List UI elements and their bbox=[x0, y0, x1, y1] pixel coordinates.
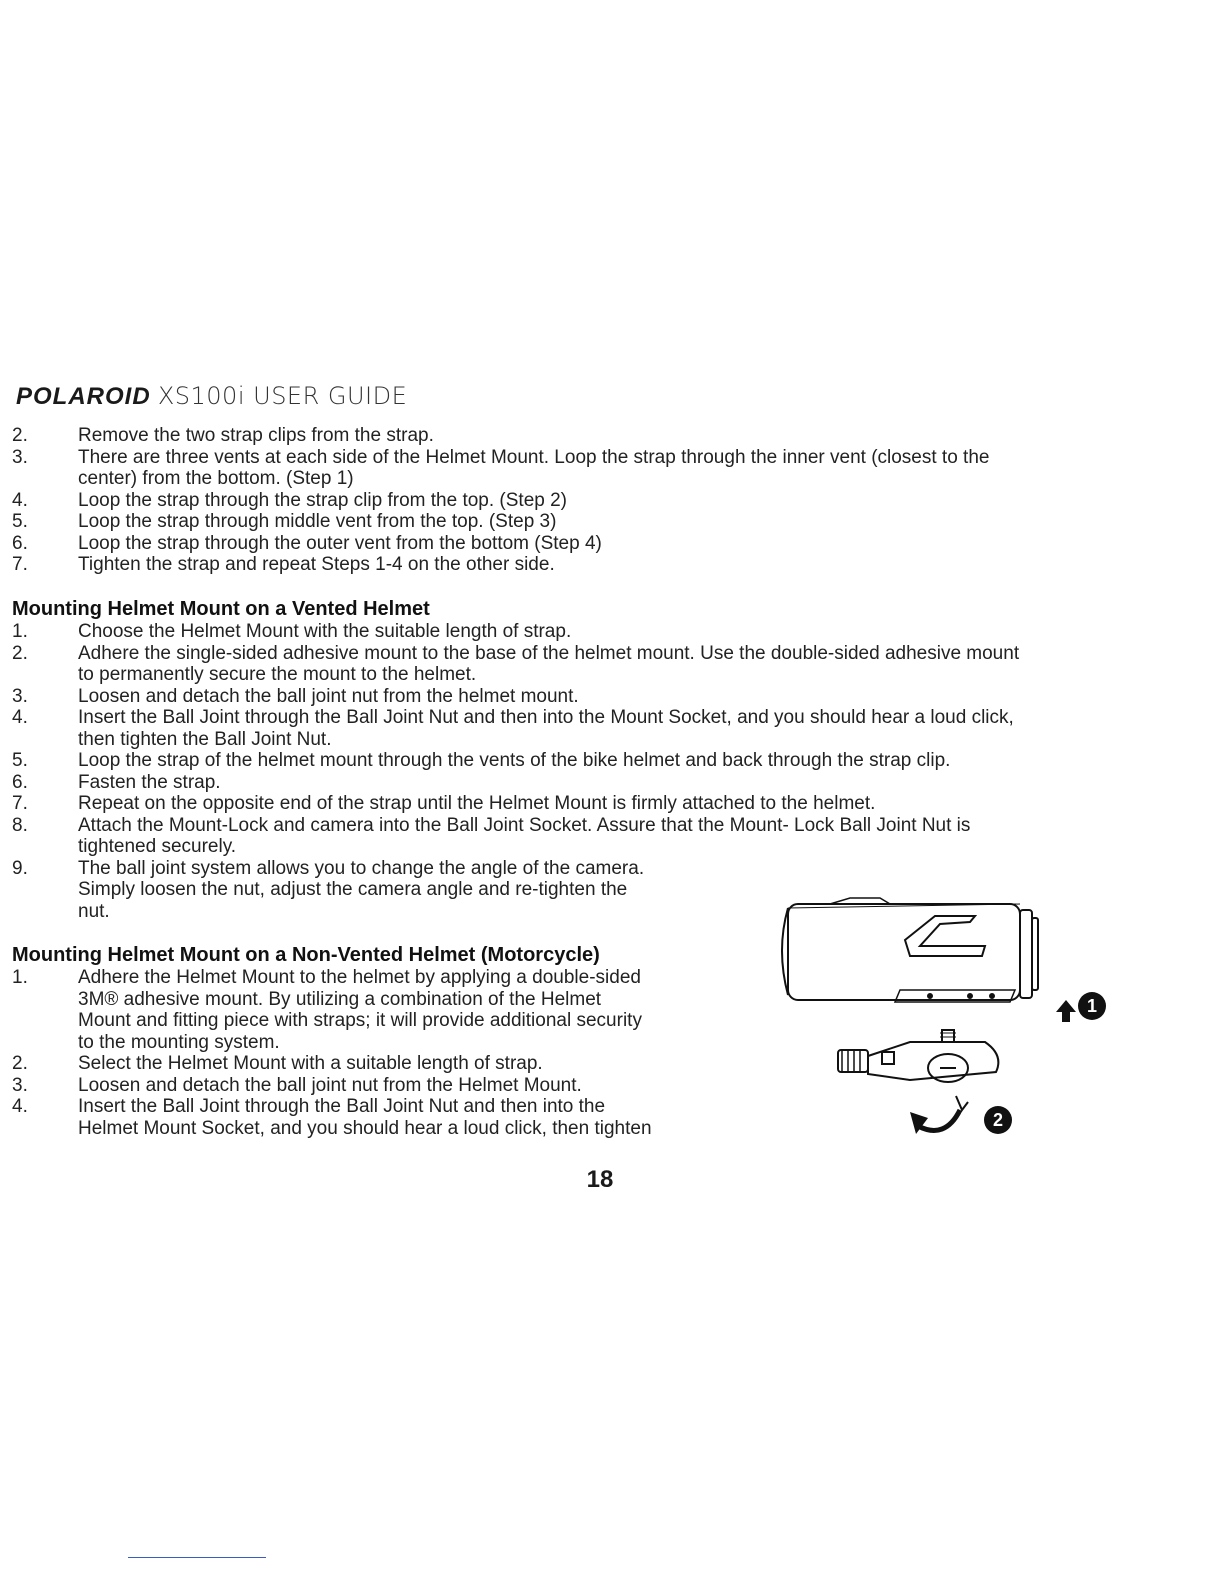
list-item-line bbox=[12, 989, 652, 1011]
list-item-text: nut. bbox=[78, 900, 110, 922]
list-item-text: Fasten the strap. bbox=[78, 771, 221, 793]
list-item-text: Tighten the strap and repeat Steps 1-4 on the other side. bbox=[78, 554, 555, 575]
list-item-line bbox=[12, 686, 1019, 708]
list-item-line bbox=[12, 1010, 652, 1032]
step2-number: 2 bbox=[992, 1110, 1004, 1130]
list-item-text: to the mounting system. bbox=[78, 1031, 280, 1053]
step2-marker bbox=[984, 1106, 1012, 1134]
list-item-text: Select the Helmet Mount with a suitable length of strap. bbox=[78, 1053, 543, 1074]
list-item-number: 3. bbox=[12, 685, 28, 707]
camera-mount-illustration bbox=[770, 890, 1130, 1150]
list-item-line bbox=[12, 621, 1019, 643]
list-item-line bbox=[12, 1075, 652, 1097]
list-item-text: Mount and fitting piece with straps; it will provide additional security bbox=[78, 1010, 642, 1031]
list-item-line bbox=[12, 468, 989, 490]
list-item-line bbox=[12, 1032, 652, 1054]
list-item-text: tightened securely. bbox=[78, 836, 237, 857]
list-item-text: Loosen and detach the ball joint nut from the Helmet Mount. bbox=[78, 1074, 582, 1096]
list-item-line bbox=[12, 836, 1019, 858]
non-vented-section bbox=[12, 943, 652, 1139]
camera-body bbox=[782, 898, 1038, 1002]
list-item-text: Attach the Mount-Lock and camera into the Ball Joint Socket. Assure that the Mount- Lock Ball Joint Nut is bbox=[78, 814, 971, 836]
list-item-line bbox=[12, 554, 989, 576]
list-item-line bbox=[12, 447, 989, 469]
list-item-text: Choose the Helmet Mount with the suitable length of strap. bbox=[78, 621, 572, 642]
list-item-line bbox=[12, 643, 1019, 665]
list-item-number: 3. bbox=[12, 1074, 28, 1096]
list-item-number: 7. bbox=[12, 554, 28, 575]
list-item-number: 5. bbox=[12, 511, 28, 532]
ball-joint-mount bbox=[838, 1030, 998, 1082]
list-item-text: Loop the strap through the strap clip from the top. (Step 2) bbox=[78, 489, 567, 511]
list-item-number: 1. bbox=[12, 967, 28, 988]
list-item-text: The ball joint system allows you to change the angle of the camera. bbox=[78, 857, 645, 879]
list-item-line bbox=[12, 815, 1019, 837]
list-item-number: 9. bbox=[12, 857, 28, 879]
list-item-text: Adhere the Helmet Mount to the helmet by applying a double-sided bbox=[78, 967, 641, 988]
list-item-text: Repeat on the opposite end of the strap until the Helmet Mount is firmly attached to the helmet. bbox=[78, 793, 876, 814]
list-item-line bbox=[12, 967, 652, 989]
guide-title: XS100i USER GUIDE bbox=[157, 382, 408, 410]
list-item-line bbox=[12, 533, 989, 555]
vented-section bbox=[12, 597, 1019, 922]
list-item-line bbox=[12, 425, 989, 447]
list-item-text: Loosen and detach the ball joint nut from the helmet mount. bbox=[78, 685, 579, 707]
list-item-line bbox=[12, 1118, 652, 1140]
step1-marker bbox=[1078, 992, 1106, 1020]
list-item-line bbox=[12, 707, 1019, 729]
list-item-number: 5. bbox=[12, 750, 28, 771]
non-vented-heading: Mounting Helmet Mount on a Non-Vented Helmet (Motorcycle) bbox=[12, 944, 600, 966]
list-item-text: Loop the strap through the outer vent from the bottom (Step 4) bbox=[78, 532, 602, 554]
list-item-line bbox=[12, 729, 1019, 751]
list-item-number: 4. bbox=[12, 489, 28, 511]
list-item-line bbox=[12, 511, 989, 533]
list-item-text: Remove the two strap clips from the strap. bbox=[78, 425, 434, 446]
page-header bbox=[16, 382, 407, 411]
list-item-number: 6. bbox=[12, 532, 28, 554]
list-item-number: 7. bbox=[12, 793, 28, 814]
list-item-line bbox=[12, 750, 1019, 772]
intro-steps bbox=[12, 425, 989, 576]
vented-heading: Mounting Helmet Mount on a Vented Helmet bbox=[12, 598, 430, 620]
page-number: 18 bbox=[586, 1166, 614, 1193]
list-item-text: Simply loosen the nut, adjust the camera angle and re-tighten the bbox=[78, 879, 628, 900]
list-item-line bbox=[12, 1053, 652, 1075]
list-item-number: 2. bbox=[12, 425, 28, 446]
list-item-number: 2. bbox=[12, 642, 28, 664]
list-item-text: then tighten the Ball Joint Nut. bbox=[78, 728, 332, 750]
list-item-text: Insert the Ball Joint through the Ball Joint Nut and then into the bbox=[78, 1096, 606, 1117]
list-item-text: Insert the Ball Joint through the Ball Joint Nut and then into the Mount Socket, and you should hear a loud click, bbox=[78, 707, 1014, 728]
list-item-line bbox=[12, 490, 989, 512]
bottom-rule bbox=[128, 1557, 266, 1558]
list-item-text: 3M® adhesive mount. By utilizing a combination of the Helmet bbox=[78, 988, 602, 1010]
list-item-line bbox=[12, 793, 1019, 815]
list-item-line bbox=[12, 664, 1019, 686]
list-item-text: Helmet Mount Socket, and you should hear a loud click, then tighten bbox=[78, 1117, 652, 1139]
list-item-line bbox=[12, 772, 1019, 794]
vented-list bbox=[12, 621, 1019, 922]
step2-rotate-icon bbox=[910, 1096, 968, 1134]
list-item-number: 6. bbox=[12, 771, 28, 793]
list-item-text: There are three vents at each side of the Helmet Mount. Loop the strap through the inner vent (closest to the bbox=[78, 446, 990, 468]
list-item-text: Loop the strap of the helmet mount through the vents of the bike helmet and back through the strap clip. bbox=[78, 750, 951, 771]
non-vented-list bbox=[12, 967, 652, 1139]
list-item-number: 2. bbox=[12, 1053, 28, 1074]
list-item-number: 1. bbox=[12, 621, 28, 642]
list-item-text: Adhere the single-sided adhesive mount to the base of the helmet mount. Use the double-sided adhesive mount bbox=[78, 642, 1020, 664]
list-item-line bbox=[12, 858, 1019, 880]
brand-logo: POLAROID bbox=[16, 383, 151, 410]
intro-list bbox=[12, 425, 989, 576]
list-item-text: Loop the strap through middle vent from the top. (Step 3) bbox=[78, 511, 557, 532]
list-item-number: 4. bbox=[12, 1096, 28, 1117]
step1-arrow-icon bbox=[1056, 1000, 1076, 1022]
list-item-number: 8. bbox=[12, 814, 28, 836]
list-item-text: to permanently secure the mount to the helmet. bbox=[78, 664, 477, 685]
step1-number: 1 bbox=[1086, 996, 1098, 1016]
list-item-number: 4. bbox=[12, 707, 28, 728]
list-item-number: 3. bbox=[12, 446, 28, 468]
list-item-text: center) from the bottom. (Step 1) bbox=[78, 468, 354, 489]
list-item-line bbox=[12, 1096, 652, 1118]
